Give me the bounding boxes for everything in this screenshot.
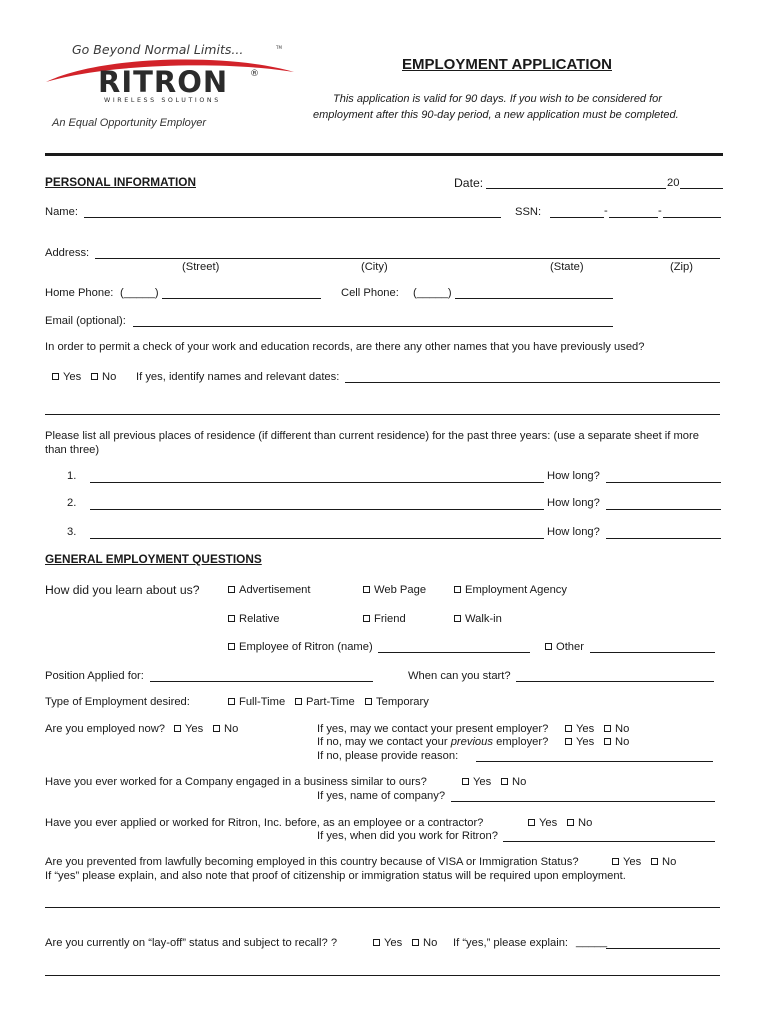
- employment-type-label: Type of Employment desired:: [45, 696, 190, 708]
- layoff-explain-label: If “yes,” please explain:: [453, 937, 569, 949]
- checkbox-icon[interactable]: [91, 373, 98, 380]
- residence-question-line1: Please list all previous places of residence (if different than current residence) for the past three years: (use a separate sheet if more: [45, 430, 699, 442]
- residence-3-how-long-label: How long?: [547, 526, 600, 538]
- option-label: No: [512, 776, 527, 788]
- layoff-question: Are you currently on “lay-off” status and subject to recall? ?: [45, 937, 338, 949]
- ritron-when-field[interactable]: [503, 841, 715, 842]
- residence-2-field[interactable]: [90, 509, 544, 510]
- employed-now-question: Are you employed now?: [45, 723, 166, 735]
- email-field[interactable]: [133, 326, 613, 327]
- visa-yes-option[interactable]: [612, 857, 641, 868]
- validity-notice-line2: employment after this 90-day period, a new application must be completed.: [313, 109, 679, 121]
- checkbox-icon[interactable]: [363, 586, 370, 593]
- learn-friend-option[interactable]: [363, 614, 406, 625]
- similar-company-label: If yes, name of company?: [317, 790, 446, 802]
- checkbox-icon[interactable]: [604, 725, 611, 732]
- checkbox-icon[interactable]: [228, 586, 235, 593]
- learn-walkin-option[interactable]: [454, 614, 502, 625]
- checkbox-icon[interactable]: [462, 778, 469, 785]
- layoff-explain-field-continued[interactable]: [45, 975, 720, 976]
- checkbox-icon[interactable]: [174, 725, 181, 732]
- option-label: Relative: [239, 613, 280, 625]
- residence-1-field[interactable]: [90, 482, 544, 483]
- option-label: Yes: [539, 817, 558, 829]
- start-date-field[interactable]: [516, 681, 714, 682]
- employed-yes-option[interactable]: [174, 724, 203, 735]
- option-label: Friend: [374, 613, 406, 625]
- option-label: Yes: [63, 371, 82, 383]
- learn-agency-option[interactable]: [454, 585, 567, 596]
- option-label: Employment Agency: [465, 584, 567, 596]
- state-caption: (State): [550, 261, 584, 273]
- residence-1-number: 1.: [67, 470, 77, 482]
- zip-caption: (Zip): [670, 261, 693, 273]
- checkbox-icon[interactable]: [454, 586, 461, 593]
- option-label: Advertisement: [239, 584, 311, 596]
- section-heading-general: GENERAL EMPLOYMENT QUESTIONS: [45, 552, 262, 566]
- position-field[interactable]: [150, 681, 373, 682]
- other-names-detail-label: If yes, identify names and relevant dates:: [136, 371, 340, 383]
- option-label: No: [662, 856, 677, 868]
- equal-opportunity-text: An Equal Opportunity Employer: [52, 117, 207, 129]
- street-caption: (Street): [182, 261, 220, 273]
- option-label: No: [615, 723, 630, 735]
- option-label: Yes: [576, 723, 595, 735]
- option-label: No: [578, 817, 593, 829]
- name-label: Name:: [45, 206, 78, 218]
- similar-company-field[interactable]: [451, 801, 715, 802]
- ssn-label: SSN:: [515, 206, 542, 218]
- cell-phone-label: Cell Phone:: [341, 287, 399, 299]
- learn-employee-option[interactable]: [228, 642, 373, 653]
- option-label: Yes: [623, 856, 642, 868]
- residence-2-how-long-field[interactable]: [606, 509, 721, 510]
- address-field[interactable]: [95, 258, 720, 259]
- residence-3-field[interactable]: [90, 538, 544, 539]
- checkbox-icon[interactable]: [528, 819, 535, 826]
- validity-notice-line1: This application is valid for 90 days. If you wish to be considered for: [333, 93, 662, 105]
- employed-no-option[interactable]: [213, 724, 238, 735]
- layoff-explain-field[interactable]: [606, 948, 720, 949]
- date-field[interactable]: [486, 188, 666, 189]
- contact-present-yes-option[interactable]: [565, 724, 594, 735]
- ritron-no-option[interactable]: [567, 818, 592, 829]
- home-phone-area-code[interactable]: (_____): [120, 287, 159, 299]
- other-source-field[interactable]: [590, 652, 715, 653]
- start-date-label: When can you start?: [408, 670, 511, 682]
- logo-registered: ®: [250, 69, 259, 79]
- option-label: No: [224, 723, 239, 735]
- learn-relative-option[interactable]: [228, 614, 279, 625]
- layoff-no-option[interactable]: [412, 938, 437, 949]
- residence-question-line2: than three): [45, 444, 100, 456]
- checkbox-icon[interactable]: [295, 698, 302, 705]
- residence-2-how-long-label: How long?: [547, 497, 600, 509]
- contact-previous-text: If no, may we contact your: [317, 736, 451, 748]
- checkbox-icon[interactable]: [228, 643, 235, 650]
- similar-business-question: Have you ever worked for a Company engaged in a business similar to ours?: [45, 776, 427, 788]
- logo-tm: TM: [276, 45, 282, 50]
- section-heading-personal: PERSONAL INFORMATION: [45, 175, 196, 189]
- residence-1-how-long-field[interactable]: [606, 482, 721, 483]
- checkbox-icon[interactable]: [213, 725, 220, 732]
- visa-explain-field[interactable]: [45, 907, 720, 908]
- option-label: Yes: [576, 736, 595, 748]
- other-names-yes-option[interactable]: [52, 372, 81, 383]
- contact-previous-text: employer?: [492, 736, 549, 748]
- ritron-when-label: If yes, when did you work for Ritron?: [317, 830, 498, 842]
- similar-yes-option[interactable]: [462, 777, 491, 788]
- checkbox-icon[interactable]: [373, 939, 380, 946]
- checkbox-icon[interactable]: [52, 373, 59, 380]
- logo-brand: RITRON: [98, 65, 229, 99]
- residence-2-number: 2.: [67, 497, 77, 509]
- checkbox-icon[interactable]: [545, 643, 552, 650]
- cell-phone-field[interactable]: [455, 298, 613, 299]
- ssn-field-part2[interactable]: [609, 217, 658, 218]
- option-label: Other: [556, 641, 584, 653]
- other-names-field-continued[interactable]: [45, 414, 720, 415]
- option-label: No: [615, 736, 630, 748]
- logo-subtitle: WIRELESS SOLUTIONS: [104, 97, 221, 104]
- checkbox-icon[interactable]: [567, 819, 574, 826]
- ritron-yes-option[interactable]: [528, 818, 557, 829]
- type-parttime-option[interactable]: [295, 697, 355, 708]
- checkbox-icon[interactable]: [228, 698, 235, 705]
- address-label: Address:: [45, 247, 90, 259]
- year-prefix: 20: [667, 177, 680, 189]
- option-label: Yes: [185, 723, 204, 735]
- checkbox-icon[interactable]: [365, 698, 372, 705]
- option-label: Yes: [384, 937, 403, 949]
- ssn-separator: -: [604, 205, 608, 217]
- date-label: Date:: [454, 176, 484, 190]
- ssn-field-part3[interactable]: [663, 217, 721, 218]
- logo-tagline: Go Beyond Normal Limits...: [72, 42, 244, 57]
- visa-explain-label: If “yes” please explain, and also note that proof of citizenship or immigration status will be required upon employment.: [45, 870, 626, 882]
- other-names-field[interactable]: [345, 382, 720, 383]
- home-phone-label: Home Phone:: [45, 287, 114, 299]
- visa-question: Are you prevented from lawfully becoming employed in this country because of VISA or Immigration Status?: [45, 856, 579, 868]
- checkbox-icon[interactable]: [565, 725, 572, 732]
- year-field[interactable]: [680, 188, 723, 189]
- reason-field[interactable]: [476, 761, 713, 762]
- contact-previous-emphasis: previous: [450, 736, 493, 748]
- name-field[interactable]: [84, 217, 501, 218]
- checkbox-icon[interactable]: [454, 615, 461, 622]
- contact-previous-no-option[interactable]: [604, 737, 629, 748]
- city-caption: (City): [361, 261, 388, 273]
- option-label: No: [423, 937, 438, 949]
- checkbox-icon[interactable]: [363, 615, 370, 622]
- learn-webpage-option[interactable]: [363, 585, 426, 596]
- checkbox-icon[interactable]: [501, 778, 508, 785]
- other-names-question: In order to permit a check of your work and education records, are there any other names that you have previously used?: [45, 341, 645, 353]
- option-label: Web Page: [374, 584, 427, 596]
- other-names-no-option[interactable]: [91, 372, 116, 383]
- type-fulltime-option[interactable]: [228, 697, 285, 708]
- option-label: Yes: [473, 776, 492, 788]
- type-temporary-option[interactable]: [365, 697, 429, 708]
- home-phone-field[interactable]: [162, 298, 321, 299]
- residence-1-how-long-label: How long?: [547, 470, 600, 482]
- page-title: EMPLOYMENT APPLICATION: [402, 56, 612, 73]
- learn-other-option[interactable]: [545, 642, 584, 653]
- reason-label: If no, please provide reason:: [317, 750, 459, 762]
- checkbox-icon[interactable]: [228, 615, 235, 622]
- ssn-field-part1[interactable]: [550, 217, 604, 218]
- checkbox-icon[interactable]: [604, 738, 611, 745]
- company-logo: [44, 40, 296, 108]
- contact-present-no-option[interactable]: [604, 724, 629, 735]
- option-label: Full-Time: [239, 696, 286, 708]
- similar-no-option[interactable]: [501, 777, 526, 788]
- layoff-yes-option[interactable]: [373, 938, 402, 949]
- learn-advertisement-option[interactable]: [228, 585, 311, 596]
- checkbox-icon[interactable]: [651, 858, 658, 865]
- checkbox-icon[interactable]: [612, 858, 619, 865]
- checkbox-icon[interactable]: [412, 939, 419, 946]
- contact-previous-yes-option[interactable]: [565, 737, 594, 748]
- residence-3-number: 3.: [67, 526, 77, 538]
- learn-about-us-question: How did you learn about us?: [45, 583, 200, 597]
- contact-previous-question: [317, 737, 548, 748]
- position-label: Position Applied for:: [45, 670, 144, 682]
- option-label: Part-Time: [306, 696, 355, 708]
- option-label: No: [102, 371, 117, 383]
- ritron-history-question: Have you ever applied or worked for Ritron, Inc. before, as an employee or a contractor?: [45, 817, 484, 829]
- header-divider: [45, 153, 723, 156]
- option-label: Walk-in: [465, 613, 502, 625]
- layoff-explain-blank: _____: [576, 936, 608, 948]
- option-label: Temporary: [376, 696, 429, 708]
- residence-3-how-long-field[interactable]: [606, 538, 721, 539]
- employee-name-field[interactable]: [378, 652, 530, 653]
- visa-no-option[interactable]: [651, 857, 676, 868]
- option-label: Employee of Ritron (name): [239, 641, 373, 653]
- cell-phone-area-code[interactable]: (_____): [413, 287, 452, 299]
- contact-present-question: If yes, may we contact your present employer?: [317, 723, 549, 735]
- email-label: Email (optional):: [45, 315, 126, 327]
- checkbox-icon[interactable]: [565, 738, 572, 745]
- ssn-separator: -: [658, 205, 662, 217]
